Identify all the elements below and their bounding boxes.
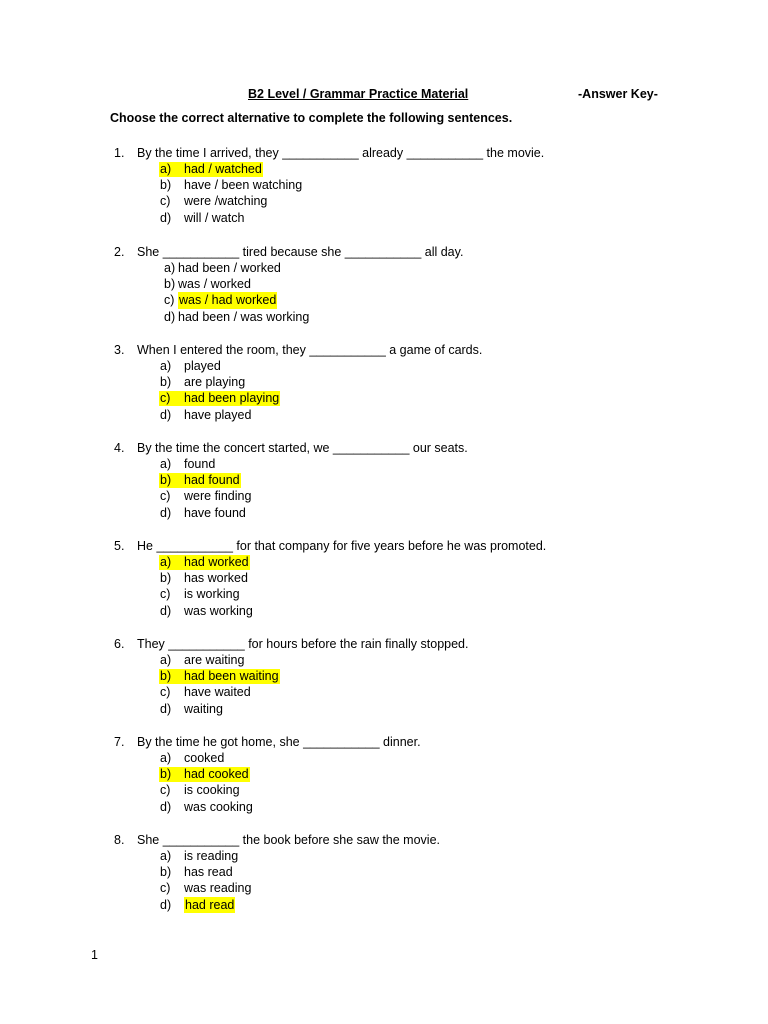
option-text: had worked [184, 555, 249, 569]
option [114, 309, 674, 325]
option-letter: b) [160, 375, 172, 390]
option-text: had been playing [184, 391, 280, 406]
option-letter: b) [160, 865, 172, 880]
option-text: have waited [184, 685, 251, 700]
option-letter: b) [160, 669, 172, 684]
option [114, 210, 674, 226]
question-line [114, 440, 674, 456]
option [114, 586, 674, 602]
option-text: was / worked [178, 277, 251, 292]
question-text: By the time he got home, she ___________ dinner. [137, 735, 421, 749]
option-text: had found [184, 473, 240, 488]
question-text: By the time I arrived, they ___________ already ___________ the movie. [137, 146, 545, 160]
question-line [114, 636, 674, 652]
option-text: was working [184, 603, 253, 618]
option-text: is cooking [184, 783, 240, 798]
option-letter: d) [160, 701, 172, 716]
option-text: found [184, 457, 216, 471]
option-letter: c) [160, 881, 171, 896]
option-letter: b) [160, 473, 172, 488]
option-letter: c) [164, 293, 175, 308]
option-letter: a) [160, 457, 172, 471]
question-line [114, 538, 674, 554]
option-letter: c) [160, 489, 171, 504]
option-correct [114, 292, 674, 308]
question-number: 1. [114, 146, 125, 160]
option-text: were finding [184, 489, 252, 504]
question-text: She ___________ the book before she saw the movie. [137, 833, 440, 847]
option-letter: d) [160, 799, 172, 814]
question-text: He ___________ for that company for five years before he was promoted. [137, 539, 547, 553]
option-text: had / watched [184, 162, 262, 176]
option-text: cooked [184, 751, 225, 765]
question-item [114, 832, 674, 913]
option [114, 456, 674, 472]
option [114, 570, 674, 586]
option-letter: b) [164, 277, 176, 292]
option-text: was cooking [184, 799, 253, 814]
option [114, 848, 674, 864]
question-line [114, 832, 674, 848]
option-letter: d) [160, 603, 172, 618]
option-letter: c) [160, 685, 171, 700]
option [114, 750, 674, 766]
option-text: was reading [184, 881, 252, 896]
option-text: had read [185, 897, 235, 912]
question-number: 6. [114, 637, 125, 651]
option-letter: a) [160, 653, 172, 667]
instructions: Choose the correct alternative to complete the following sentences. [110, 111, 513, 125]
question-number: 3. [114, 343, 125, 357]
question-item [114, 244, 674, 325]
question-number: 5. [114, 539, 125, 553]
option-letter: d) [160, 897, 172, 912]
option-text: had been waiting [184, 669, 279, 684]
option-text: are playing [184, 375, 246, 390]
option-letter: c) [160, 587, 171, 602]
option-letter: b) [160, 178, 172, 193]
question-text: They ___________ for hours before the rain finally stopped. [137, 637, 469, 651]
question-item [114, 440, 674, 521]
option-letter: d) [164, 309, 176, 324]
question-item [114, 636, 674, 717]
answer-key-label: -Answer Key- [578, 87, 658, 101]
option-text: have played [184, 407, 252, 422]
question-line [114, 244, 674, 260]
question-number: 7. [114, 735, 125, 749]
question-line [114, 734, 674, 750]
option [114, 374, 674, 390]
question-item [114, 734, 674, 815]
option-correct [114, 472, 674, 488]
option [114, 880, 674, 896]
option [114, 864, 674, 880]
option [114, 193, 674, 209]
question-item [114, 342, 674, 423]
question-text: When I entered the room, they ___________ a game of cards. [137, 343, 483, 357]
page-number: 1 [91, 948, 98, 962]
option-text: waiting [184, 701, 223, 716]
option-text: had cooked [184, 767, 249, 782]
option [114, 652, 674, 668]
question-line [114, 145, 674, 161]
option-letter: b) [160, 571, 172, 586]
option [114, 684, 674, 700]
option-text: is reading [184, 849, 239, 863]
option-letter: c) [160, 391, 171, 406]
option-text: have found [184, 505, 246, 520]
option-text: had been / was working [178, 309, 310, 324]
option-letter: b) [160, 767, 172, 782]
option-letter: a) [160, 162, 172, 176]
option [114, 407, 674, 423]
question-line [114, 342, 674, 358]
option-text: has read [184, 865, 233, 880]
option [114, 276, 674, 292]
option-correct [114, 897, 674, 913]
question-number: 2. [114, 245, 125, 259]
option-letter: d) [160, 505, 172, 520]
option-text: are waiting [184, 653, 245, 667]
question-item [114, 145, 674, 226]
question-text: She ___________ tired because she ___________ all day. [137, 245, 464, 259]
option-letter: d) [160, 407, 172, 422]
option-correct [114, 390, 674, 406]
option [114, 782, 674, 798]
option-text: were /watching [184, 194, 268, 209]
option [114, 701, 674, 717]
question-text: By the time the concert started, we ___________ our seats. [137, 441, 468, 455]
option-letter: a) [160, 359, 172, 373]
option [114, 358, 674, 374]
option [114, 799, 674, 815]
page-title: B2 Level / Grammar Practice Material [248, 87, 469, 101]
option-letter: a) [160, 849, 172, 863]
option [114, 603, 674, 619]
option-letter: c) [160, 194, 171, 209]
option-letter: d) [160, 210, 172, 225]
option-correct [114, 668, 674, 684]
option [114, 260, 674, 276]
option [114, 488, 674, 504]
option-correct [114, 766, 674, 782]
option [114, 177, 674, 193]
option-letter: a) [160, 555, 172, 569]
question-item [114, 538, 674, 619]
option-text: was / had worked [179, 293, 277, 308]
question-number: 4. [114, 441, 125, 455]
option-correct [114, 554, 674, 570]
option-text: have / been watching [184, 178, 303, 193]
option-correct [114, 161, 674, 177]
option-text: will / watch [184, 210, 245, 225]
option-text: is working [184, 587, 240, 602]
option-letter: a) [164, 261, 176, 275]
option-text: has worked [184, 571, 248, 586]
option-text: had been / worked [178, 261, 281, 275]
option-letter: c) [160, 783, 171, 798]
option-text: played [184, 359, 221, 373]
question-number: 8. [114, 833, 125, 847]
option-letter: a) [160, 751, 172, 765]
option [114, 505, 674, 521]
